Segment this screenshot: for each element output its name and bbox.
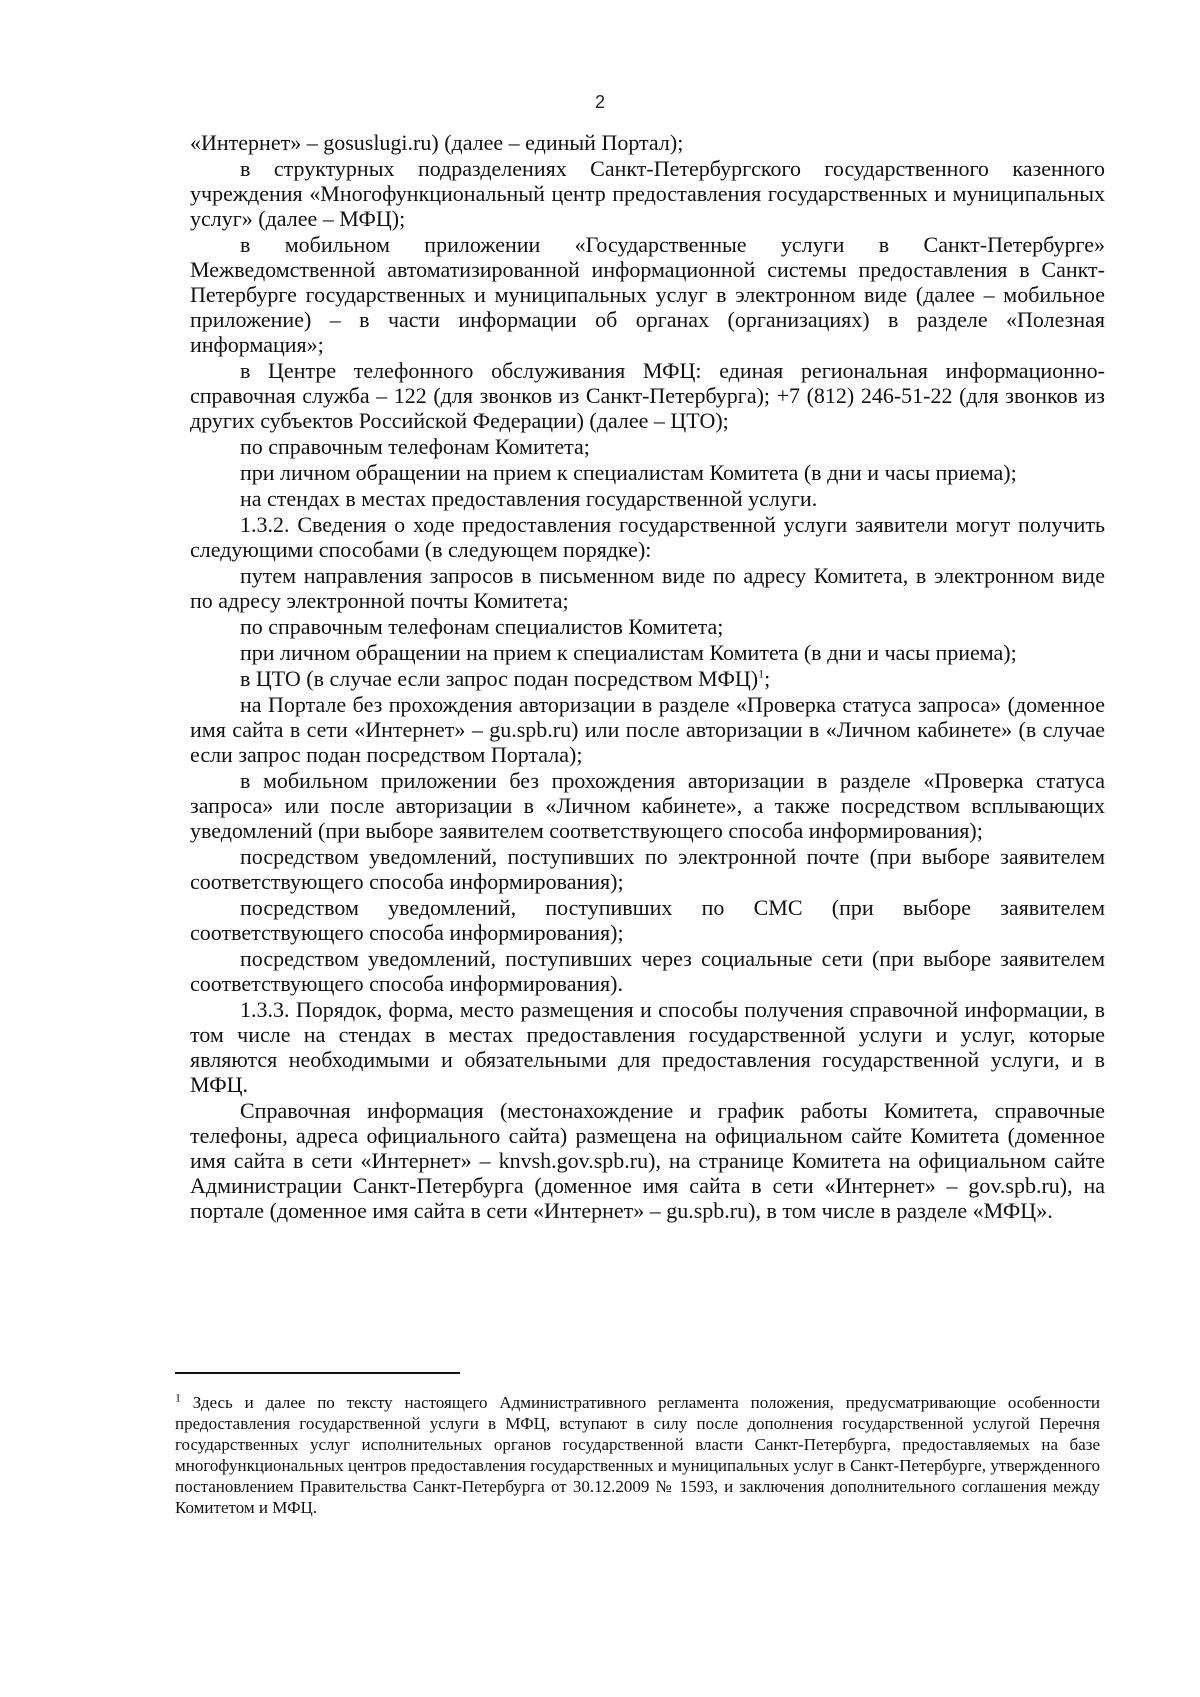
paragraph-personal-visit-2: при личном обращении на прием к специалистам Комитета (в дни и часы приема);	[240, 640, 1017, 665]
paragraph-section-1-3-3: 1.3.3. Порядок, форма, место размещения и способы получения справочной информации, в том числе на стендах в местах предоставления государственной услуги и услуг, которые являются необходимыми и обязательными для предоставления государственной услуги, и в МФЦ.	[190, 997, 1105, 1097]
paragraph-specialist-phones: по справочным телефонам специалистов Комитета;	[240, 614, 724, 639]
cto-text: в ЦТО (в случае если запрос подан посредством МФЦ)	[240, 666, 759, 691]
paragraph-stands: на стендах в местах предоставления государственной услуги.	[240, 486, 818, 511]
paragraph-written-requests: путем направления запросов в письменном виде по адресу Комитета, в электронном виде по адресу электронной почты Комитета;	[190, 563, 1105, 613]
paragraph-cto-status	[190, 666, 1105, 691]
paragraph-mobile-app: в мобильном приложении «Государственные услуги в Санкт-Петербурге» Межведомственной автоматизированной информационной системы предоставления в Санкт-Петербурге государственных и муниципальных услуг в электронном виде (далее – мобильное приложение) – в части информации об органах (организациях) в разделе «Полезная информация»;	[190, 232, 1105, 357]
paragraph-portal-status: на Портале без прохождения авторизации в разделе «Проверка статуса запроса» (доменное имя сайта в сети «Интернет» – gu.spb.ru) или после авторизации в «Личном кабинете» (в случае если запрос подан посредством Портала);	[190, 692, 1105, 767]
footnote-divider	[175, 1372, 460, 1374]
page-number: 2	[594, 92, 605, 112]
footnote-reference: 1	[758, 666, 765, 681]
paragraph-portal-continuation: «Интернет» – gosuslugi.ru) (далее – единый Портал);	[190, 130, 684, 155]
paragraph-mfc-divisions: в структурных подразделениях Санкт-Петербургского государственного казенного учреждения «Многофункциональный центр предоставления государственных и муниципальных услуг» (далее – МФЦ);	[190, 156, 1105, 231]
paragraph-section-1-3-2: 1.3.2. Сведения о ходе предоставления государственной услуги заявители могут получить следующими способами (в следующем порядке):	[190, 512, 1105, 562]
paragraph-personal-visit: при личном обращении на прием к специалистам Комитета (в дни и часы приема);	[240, 460, 1017, 485]
paragraph-social-notifications: посредством уведомлений, поступивших через социальные сети (при выборе заявителем соответствующего способа информирования).	[190, 946, 1105, 996]
paragraph-sms-notifications: посредством уведомлений, поступивших по СМС (при выборе заявителем соответствующего способа информирования);	[190, 895, 1105, 945]
footnote	[175, 1392, 1100, 1518]
paragraph-committee-phones: по справочным телефонам Комитета;	[240, 434, 590, 459]
cto-punct: ;	[764, 666, 771, 691]
footnote-text: Здесь и далее по тексту настоящего Административного регламента положения, предусматривающие особенности предоставления государственной услуги в МФЦ, вступают в силу после дополнения государственной услугой Перечня государственных услуг исполнительных органов государственной власти Санкт-Петербурга, предоставляемых на базе многофункциональных центров предоставления государственных и муниципальных услуг в Санкт-Петербурге, утвержденного постановлением Правительства Санкт-Петербурга от 30.12.2009 № 1593, и заключения дополнительного соглашения между Комитетом и МФЦ.	[175, 1393, 1100, 1517]
paragraph-mobile-status: в мобильном приложении без прохождения авторизации в разделе «Проверка статуса запроса» или после авторизации в «Личном кабинете», а также посредством всплывающих уведомлений (при выборе заявителем соответствующего способа информирования);	[190, 768, 1105, 843]
document-body	[190, 130, 1105, 1224]
footnote-mark: 1	[175, 1390, 181, 1405]
paragraph-email-notifications: посредством уведомлений, поступивших по электронной почте (при выборе заявителем соответствующего способа информирования);	[190, 844, 1105, 894]
paragraph-reference-info: Справочная информация (местонахождение и график работы Комитета, справочные телефоны, адреса официального сайта) размещена на официальном сайте Комитета (доменное имя сайта в сети «Интернет» – knvsh.gov.spb.ru), на странице Комитета на официальном сайте Администрации Санкт-Петербурга (доменное имя сайта в сети «Интернет» – gov.spb.ru), на портале (доменное имя сайта в сети «Интернет» – gu.spb.ru), в том числе в разделе «МФЦ».	[190, 1098, 1105, 1223]
paragraph-call-center: в Центре телефонного обслуживания МФЦ: единая региональная информационно-справочная служба – 122 (для звонков из Санкт-Петербурга); +7 (812) 246-51-22 (для звонков из других субъектов Российской Федерации) (далее – ЦТО);	[190, 358, 1105, 433]
